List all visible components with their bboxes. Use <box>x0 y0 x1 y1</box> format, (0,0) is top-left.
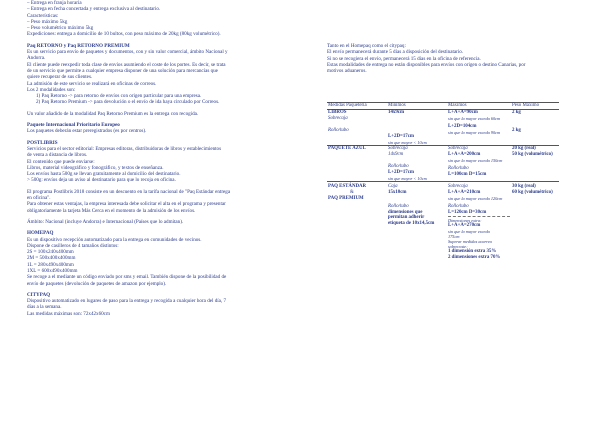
text-line: envío de paquetes (devolución de paquetes de amazon por ejemplo). <box>27 280 167 287</box>
postlibris-program <box>27 189 297 214</box>
libros-rollo-label: Rollo/tubo <box>328 128 349 134</box>
text-line: El contenido que puede enviarse: <box>27 158 95 165</box>
estandar-name1: PAQ ESTÁNDAR <box>328 183 367 189</box>
estandar-peso2: 60 kg (volumétrico) <box>512 189 553 195</box>
estandar-max: L+A+A=210cm <box>448 189 481 195</box>
text-line: Los envíos hasta 500g se llevan gratuitamente al domicilio del destinatario. <box>27 171 181 178</box>
azul-rollo-max-label: Rollo/tubo <box>448 166 469 172</box>
azul-rollo-min-note: sin que mayor < 10cm <box>388 175 427 181</box>
azul-sub-min: Sobrecaja <box>388 146 408 152</box>
text-line: obligatoriamente la tarjeta Más Cerca en el momento de la admisión de los envíos. <box>27 207 196 214</box>
azul-max-note: sin que la mayor exceda 150cm <box>448 158 503 164</box>
text-line: Expediciones: entrega a domicilio de 10 bultos, con peso máximo de 20kg (80kg volumétrico). <box>27 31 221 38</box>
citypaq-lines <box>27 298 297 317</box>
estandar-sub-min: Caja <box>388 183 398 189</box>
azul-name: PAQUETE AZUL <box>328 146 366 152</box>
text-line: – Peso máximo 5kg <box>27 18 68 25</box>
text-line: – Entrega en fecha concertada y entrega exclusiva al destinatario. <box>27 6 161 13</box>
retorno-items <box>27 93 297 106</box>
text-line: Para obtener estas ventajas, la empresa interesada debe solicitar el alta en el programa y presentar <box>27 201 226 208</box>
postlibris-title: POSTLIBRIS <box>27 139 58 146</box>
homepaq-lines <box>27 237 297 287</box>
citypaq-title: CITYPAQ <box>27 291 51 298</box>
text-line: días a la semana. <box>27 304 62 311</box>
libros-rollo-max-note: sin que la mayor exceda 90cm <box>448 130 501 136</box>
text-line: Si no se recogiera el envío, permanecerá 15 días en la oficina de referencia. <box>327 55 481 62</box>
retorno-title: Paq RETORNO y Paq RETORNO PREMIUM <box>27 42 130 49</box>
text-line: > 500g: envíos deja un aviso al destinatario para que lo recoja en oficina. <box>27 177 176 184</box>
libros-max-note: sin que la mayor exceda 60cm <box>448 116 501 122</box>
text-line: de venta a distancia de libros. <box>27 152 88 159</box>
text-line: Características: <box>27 12 59 19</box>
text-line: Es un dispositivo recepción automatizado para la entrega en comunidades de vecinos. <box>27 236 202 243</box>
text-line: Es un servicio para envío de paquetes y documentos, con y sin valor comercial, ámbito Nacional y <box>27 49 228 56</box>
estandar-extra-b1: 1 dimensión extra 35% <box>448 249 497 255</box>
text-line: 2S = 100x240x400mm <box>27 249 74 256</box>
libros-peso: 2 kg <box>512 110 521 116</box>
row-libros <box>327 110 559 146</box>
estandar-max-note: sin que la mayor exceda 120cm <box>448 195 503 201</box>
right-column <box>327 0 582 261</box>
text-line: Las medidas máximas son: 72x42x60cm <box>27 310 110 317</box>
estandar-sub-max: Sobrecaja <box>448 183 468 189</box>
row-paquete-azul <box>327 146 559 182</box>
libros-rollo-min: L+2D=17cm <box>388 134 414 140</box>
azul-min: 14x9cm <box>388 152 404 158</box>
estandar-peso1: 30 kg (real) <box>512 183 536 189</box>
text-line: Andorra. <box>27 55 46 62</box>
estandar-name2: PAQ PREMIUM <box>328 195 364 201</box>
azul-rollo-min: L+2D=17cm <box>388 169 414 175</box>
estandar-rollo-min <box>388 210 446 228</box>
text-line: de un servicio que permite a cualquier empresa disponer de una solución para mercancías que <box>27 67 218 74</box>
libros-min: 14x9cm <box>388 110 405 116</box>
postlibris-lines <box>27 146 297 184</box>
text-line: quiere recuperar de sus clientes. <box>27 74 93 81</box>
text-line: Dispone de casilleros de 4 tamaños distintos: <box>27 242 119 249</box>
estandar-amp: & <box>350 189 354 195</box>
medidas-table <box>327 102 559 261</box>
libros-sub: Sobrecaja <box>328 116 348 122</box>
libros-rollo-min-note: sin que mayor < 10cm <box>388 140 427 146</box>
estandar-extra-note1: sin que la mayor exceda <box>448 229 490 235</box>
libros-name: LIBROS <box>328 110 347 116</box>
text-line: permitan adherir <box>388 215 425 221</box>
text-line: Estas modalidades de entrega no están disponibles para envíos con origen o destino Canarias, por <box>327 61 526 68</box>
estandar-extra-note4: sobrecoste: <box>448 244 468 250</box>
th-minimos: Mínimos <box>388 103 406 109</box>
table-header-row <box>327 103 559 110</box>
text-line: 2M = 500x400x400mm <box>27 255 76 262</box>
azul-rollo-label: Rollo/tubo <box>388 164 409 170</box>
estandar-extra-note2: 175cm <box>448 234 460 240</box>
libros-rollo-max: L+2D=104cm <box>448 124 477 130</box>
text-line: en oficina". <box>27 195 51 202</box>
intl-title: Paquete Internacional Prioritario Europeo <box>27 122 120 129</box>
libros-max: L+A+A=90cm <box>448 110 478 116</box>
text-line: 1XL = 600x490x400mm <box>27 267 78 274</box>
top-lines <box>27 0 297 38</box>
intl-line: Los paquetes deberán estar preregistrados (es por centros). <box>27 128 147 135</box>
th-peso: Peso Máximo <box>512 103 540 109</box>
azul-sub-max: Sobrecaja <box>448 146 468 152</box>
text-line: El envío permanecerá durante 5 días a disposición del destinatario. <box>327 49 464 56</box>
homepaq-title: HOMEPAQ <box>27 230 54 237</box>
estandar-rollo-label: Rollo/tubo <box>388 203 409 209</box>
text-line: Libros, material videográfico y fonográfico, y textos de enseñanza. <box>27 164 164 171</box>
row-paq-estandar <box>327 181 559 261</box>
estandar-extra-max: L+A+A=270cm <box>448 223 481 229</box>
text-line: Tanto en el Homepaq como el citypaq: <box>327 43 406 49</box>
libros-rollo-peso: 2 kg <box>512 128 521 134</box>
text-line: Los 2 modalidades son: <box>27 86 76 93</box>
azul-peso1: 20 kg (real) <box>512 146 536 152</box>
text-line: La admisión de este servicio se realizará en oficinas de correos. <box>27 80 157 87</box>
estandar-extra-label: Dimensiones extra: <box>448 218 482 224</box>
estandar-rollo-max: L=120cm D=30cm <box>448 209 487 215</box>
text-line: El programa Postlibris 2018 consiste en un descuento en la tarifa nacional de "Paq Estándar entrega <box>27 188 231 195</box>
text-line: 1L = 280x490x400mm <box>27 261 74 268</box>
estandar-extra-b2: 2 dimensiones extra 70% <box>448 255 501 261</box>
text-line: – Entrega en franja horaria <box>27 0 82 6</box>
text-line: Servicios para el sector editorial: Empresas editoras, distribuidoras de libros y establecimientos <box>27 145 222 152</box>
left-column <box>27 0 297 317</box>
text-line: dimensiones que <box>388 209 423 215</box>
paq-intro <box>327 43 582 74</box>
estandar-rollo-max-label: Rollo/tubo <box>448 203 469 209</box>
azul-max: L+A+A=200cm <box>448 152 481 158</box>
text-line: 2) Paq Retorno Premium -> para devolución o el envío de ida haya circulado por Correos. <box>36 99 220 106</box>
text-line: El cliente puede reexpedir toda clase de envíos asumiendo el coste de los portes. Es decir, se trata <box>27 61 226 68</box>
text-line: motivos aduaneros. <box>327 68 367 75</box>
estandar-extra-note3: Superar medidas acarrea <box>448 239 492 245</box>
retorno-lines <box>27 49 297 93</box>
postlibris-ambito: Ámbito: Nacional (incluye Andorra) e Internacional (Países que lo admitan). <box>27 218 184 225</box>
text-line: 1) Paq Retorno -> para retorno de envíos con origen particular para una empresa. <box>36 93 202 100</box>
text-line: – Peso volumétrico máximo 5kg <box>27 25 94 32</box>
azul-peso2: 50 kg (volumétrico) <box>512 152 553 158</box>
retorno-note: Un valor añadido de la modalidad Paq Retorno Premium es la entrega con recogida. <box>27 110 199 117</box>
text-line: Se recoge a el mediante un código enviado por sms y email. También dispone de la posibilidad de <box>27 274 227 281</box>
th-maximos: Máximos <box>448 103 467 109</box>
text-line: Dispositivo automatizado en lugares de paso para la entrega y recogida a cualquier hora del día, 7 <box>27 298 227 305</box>
th-medidas: Medidas Paquetería <box>328 103 367 109</box>
estandar-min: 15x10cm <box>388 189 407 195</box>
azul-rollo-max: L=100cm D=15cm <box>448 171 487 177</box>
text-line: etiqueta de 10x14,5cm <box>388 221 435 227</box>
